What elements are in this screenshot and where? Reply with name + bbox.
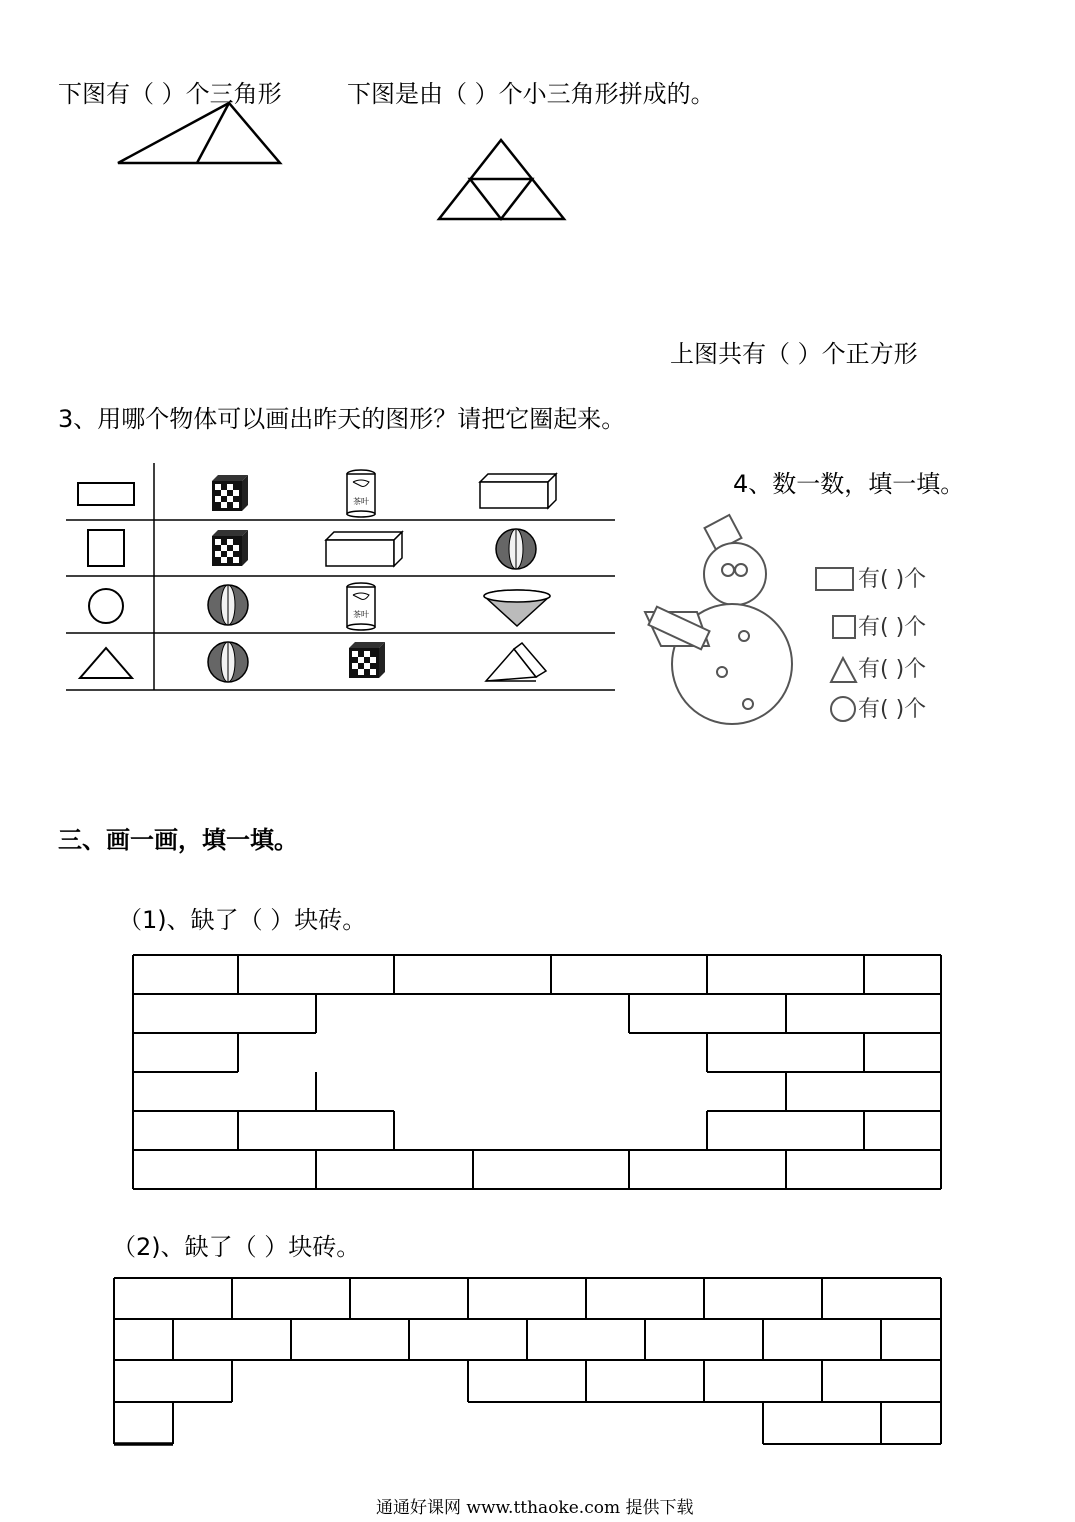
svg-text:茶叶: 茶叶 [353,610,369,619]
q4-circle-answer: 有( )个 [858,697,927,722]
wall1-prompt: （1)、缺了（ ）块砖。 [118,906,367,934]
squares-count-question: 上图共有（ ）个正方形 [670,340,918,368]
triangles-count-question: 下图有（ ）个三角形 [58,80,282,108]
q4-square-answer: 有( )个 [858,615,927,640]
section3-title: 三、画一画，填一填。 [58,826,298,854]
q3-prompt: 3、用哪个物体可以画出昨天的图形？请把它圈起来。 [58,405,626,433]
svg-text:茶叶: 茶叶 [353,497,369,506]
wall2-prompt: （2)、缺了（ ）块砖。 [112,1233,361,1261]
q4-rectangle-answer: 有( )个 [858,567,927,592]
q4-triangle-answer: 有( )个 [858,657,927,682]
q4-prompt: 4、数一数，填一填。 [733,470,965,498]
footer-text: 通通好课网 www.tthaoke.com 提供下载 [376,1498,694,1518]
small-triangles-question: 下图是由（ ）个小三角形拼成的。 [347,80,715,108]
